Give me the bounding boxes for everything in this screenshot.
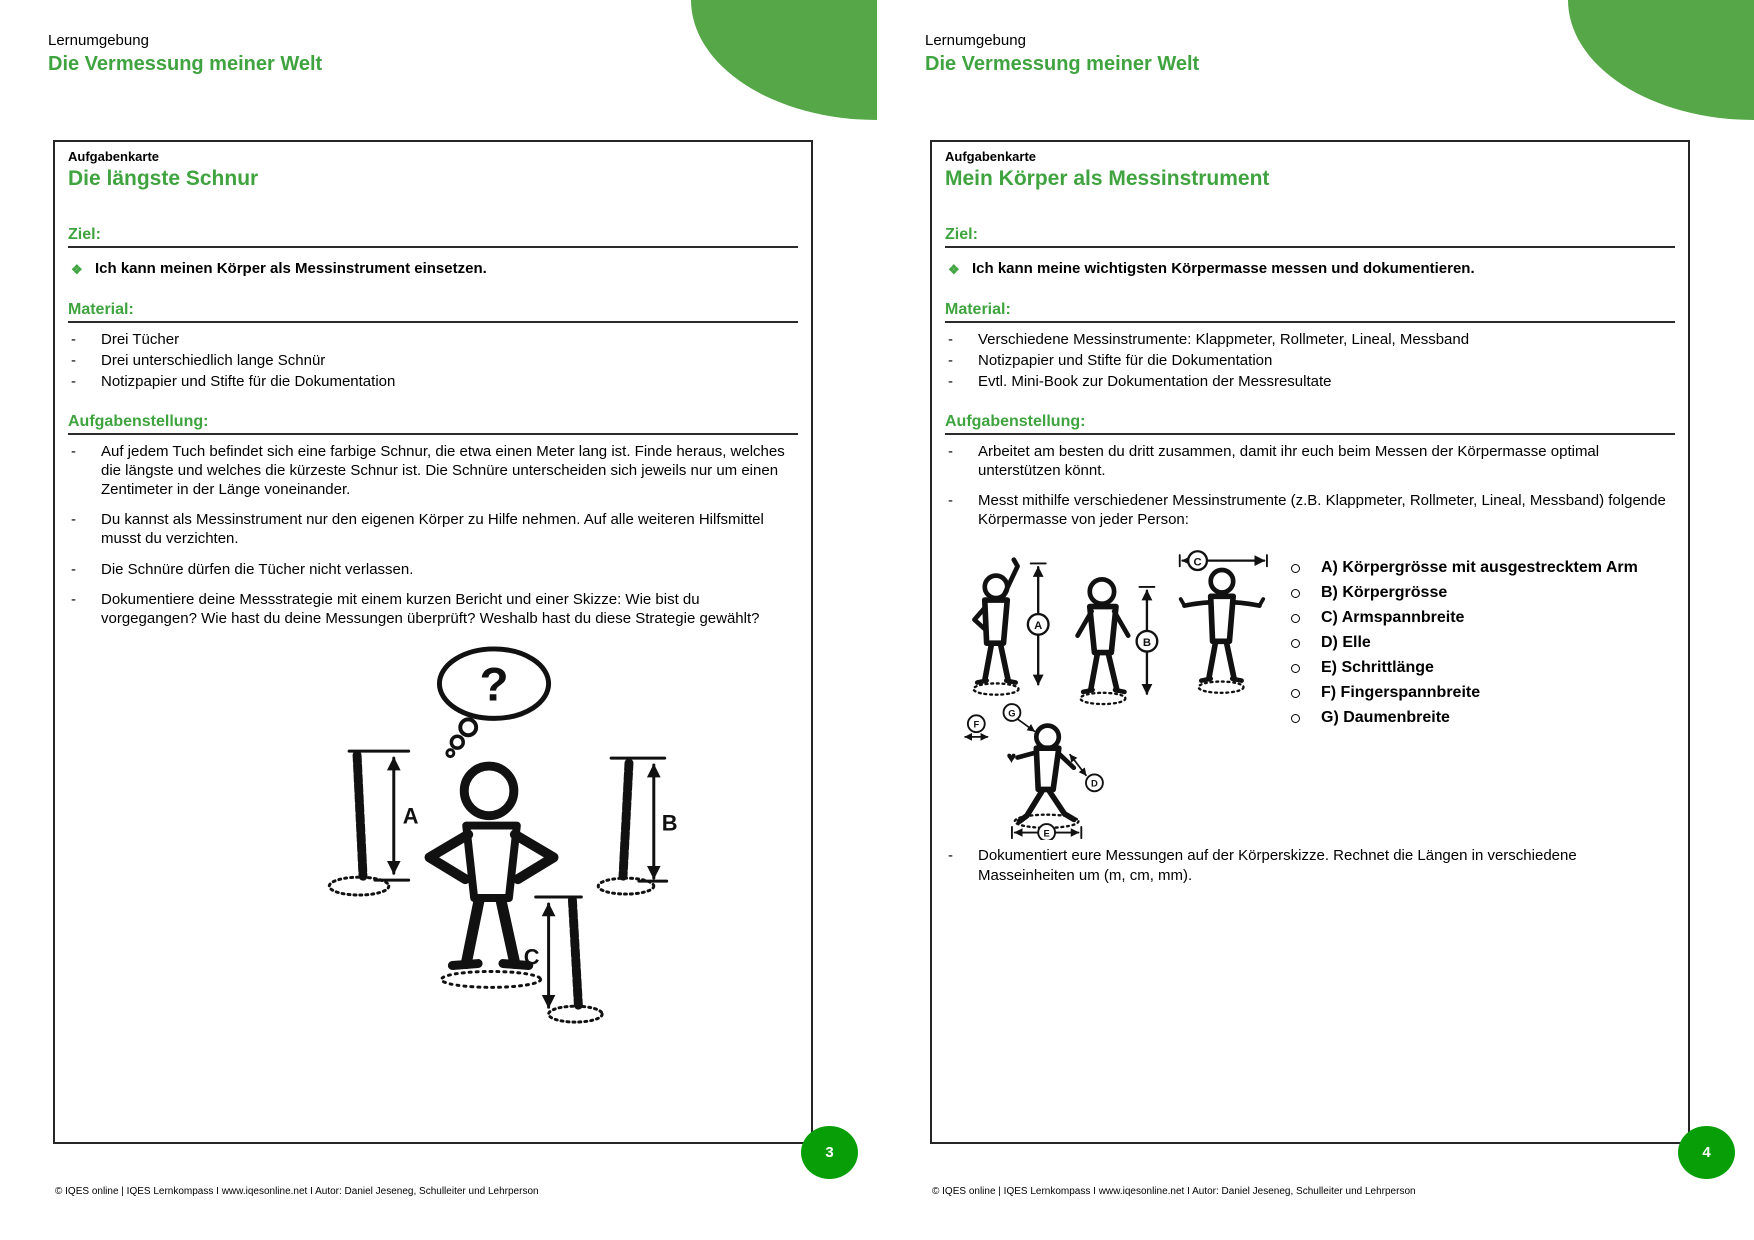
circle-bullet — [1291, 614, 1300, 623]
body-measures-illustration — [951, 540, 1281, 840]
rope-b — [623, 763, 629, 876]
figure-arm — [430, 835, 469, 880]
figure-foot — [1201, 679, 1210, 681]
section-aufgaben-heading: Aufgabenstellung: — [68, 413, 798, 435]
dash-marker: - — [71, 560, 76, 578]
corner-blob-decoration — [691, 0, 877, 120]
rope-label-c: C — [523, 944, 540, 970]
corner-blob-decoration — [1568, 0, 1754, 120]
ground-dots — [1199, 682, 1244, 693]
figure-hand — [1259, 599, 1263, 606]
figure-leg — [1109, 655, 1117, 691]
section-material-heading: Material: — [945, 301, 1675, 323]
measure-item — [1291, 583, 1638, 603]
measures-figure-row — [945, 540, 1675, 840]
item-text: Arbeitet am besten du dritt zusammen, damit ihr euch beim Messen der Körpermasse optimal unterstützen könnt. — [978, 442, 1600, 479]
measure-item — [1291, 708, 1638, 728]
dash-marker: - — [948, 373, 953, 391]
list-item — [68, 442, 798, 500]
dash-marker: - — [71, 511, 76, 529]
measure-item — [1291, 558, 1638, 578]
figure-leg — [1019, 792, 1042, 822]
pointer-line — [1018, 719, 1035, 731]
item-text: Dokumentiere deine Messstrategie mit einem kurzen Bericht und einer Skizze: Wie bist du vorgegangen? Wie hast du deine Messungen überprüft? Weshalb hast du diese Strategie gewählt? — [101, 590, 760, 627]
diamond-bullet-icon: ❖ — [71, 262, 83, 277]
circle-bullet — [1291, 589, 1300, 598]
list-item — [68, 590, 798, 628]
measure-item — [1291, 658, 1638, 678]
figure-foot — [1006, 681, 1015, 683]
list-item — [68, 330, 798, 349]
measure-text: B) Körpergrösse — [1321, 584, 1448, 602]
eyebrow-label: Lernumgebung — [925, 32, 1026, 49]
measure-item — [1291, 633, 1638, 653]
figure-foot — [1232, 679, 1241, 681]
string-measuring-illustration — [296, 640, 696, 1032]
page-number-badge: 4 — [1678, 1126, 1735, 1179]
rope-label-b: B — [661, 810, 678, 836]
circle-bullet — [1291, 714, 1300, 723]
list-item — [945, 846, 1675, 884]
rope-label-a: A — [402, 803, 419, 829]
item-text: Drei unterschiedlich lange Schnür — [101, 352, 326, 370]
figure-foot — [1083, 690, 1092, 692]
section-ziel-heading: Ziel: — [945, 226, 1675, 248]
dash-marker: - — [948, 331, 953, 348]
page-right — [877, 0, 1754, 1240]
measure-item — [1291, 683, 1638, 703]
list-item — [68, 510, 798, 548]
measure-label-f: F — [973, 719, 980, 730]
footer-credit: © IQES online | IQES Lernkompass I www.iqesonline.net I Autor: Daniel Jeseneg, Schulleiter und Lehrperson — [932, 1186, 1416, 1197]
ground-dots — [1080, 693, 1125, 704]
measure-text: F) Fingerspannbreite — [1321, 684, 1481, 702]
card-kicker: Aufgabenkarte — [68, 149, 160, 164]
final-task — [945, 846, 1675, 884]
material-list — [945, 330, 1675, 392]
figure-head — [1036, 726, 1059, 749]
figure-leg — [1227, 643, 1235, 679]
figure-foot — [977, 681, 986, 683]
item-text: Du kannst als Messinstrument nur den eigenen Körper zu Hilfe nehmen. Auf alle weiteren Hilfsmittel musst du verzichten. — [101, 511, 764, 548]
rope-a — [357, 755, 363, 876]
measure-label-e: E — [1043, 828, 1050, 839]
card-title: Mein Körper als Messinstrument — [945, 167, 1270, 190]
page-header — [48, 32, 322, 76]
task-card-right — [930, 140, 1690, 1144]
figure-leg — [501, 900, 515, 964]
rope-c — [572, 900, 578, 1005]
bubble-dot — [451, 736, 463, 748]
task-list — [68, 442, 798, 629]
ground-dots — [441, 972, 540, 988]
dash-marker: - — [71, 590, 76, 608]
measure-label-g: G — [1008, 708, 1016, 719]
dash-marker: - — [71, 352, 76, 370]
circle-bullet — [1291, 639, 1300, 648]
page-number-badge: 3 — [801, 1126, 858, 1179]
item-text: Auf jedem Tuch befindet sich eine farbige Schnur, die etwa einen Meter lang ist. Finde heraus, welches die längste und welches die kürzeste Schnur ist. Die Schnüre unterscheiden sich jeweils nur um einen Zentimeter in der Länge voneinander. — [101, 442, 785, 498]
circle-bullet — [1291, 564, 1300, 573]
diamond-bullet-icon: ❖ — [948, 262, 960, 277]
dash-marker: - — [71, 331, 76, 348]
card-kicker: Aufgabenkarte — [945, 149, 1037, 164]
list-item — [68, 351, 798, 370]
eyebrow-label: Lernumgebung — [48, 32, 149, 49]
item-text: Verschiedene Messinstrumente: Klappmeter, Rollmeter, Lineal, Messband — [978, 331, 1470, 348]
figure-arm — [515, 835, 554, 880]
question-mark-label: ? — [479, 658, 509, 712]
task-list — [945, 442, 1675, 530]
list-item — [68, 560, 798, 579]
list-item — [945, 491, 1675, 529]
figure-body — [1211, 597, 1234, 642]
measure-label-a: A — [1034, 620, 1043, 633]
page-title: Die Vermessung meiner Welt — [925, 53, 1200, 75]
list-item — [945, 442, 1675, 480]
figure-head — [1090, 580, 1114, 604]
list-item — [945, 372, 1675, 391]
card-title: Die längste Schnur — [68, 167, 259, 190]
figure-head — [1211, 570, 1234, 593]
figure-leg — [1091, 655, 1098, 691]
measure-text: D) Elle — [1321, 634, 1371, 652]
list-item — [945, 351, 1675, 370]
item-text: Drei Tücher — [101, 331, 180, 348]
goal-item — [945, 260, 1675, 278]
page-title: Die Vermessung meiner Welt — [48, 53, 323, 75]
section-material-heading: Material: — [68, 301, 798, 323]
list-item — [945, 330, 1675, 349]
circle-bullet — [1291, 664, 1300, 673]
dash-marker: - — [948, 491, 953, 509]
list-item — [68, 372, 798, 391]
measure-text: C) Armspannbreite — [1321, 609, 1465, 627]
item-text: Messt mithilfe verschiedener Messinstrumente (z.B. Klappmeter, Rollmeter, Lineal, Messband) folgende Körpermasse von jeder Person: — [978, 491, 1666, 529]
item-text: Notizpapier und Stifte für die Dokumentation — [978, 352, 1273, 370]
figure-leg — [1209, 643, 1216, 679]
figure-foot — [1115, 690, 1124, 692]
material-list — [68, 330, 798, 392]
ground-dots — [974, 684, 1019, 695]
goal-item — [68, 260, 798, 278]
footer-credit: © IQES online | IQES Lernkompass I www.iqesonline.net I Autor: Daniel Jeseneg, Schulleiter und Lehrperson — [55, 1186, 539, 1197]
figure-leg — [1001, 645, 1009, 681]
rope-c-mound — [549, 1006, 603, 1022]
section-ziel-heading: Ziel: — [68, 226, 798, 248]
dash-marker: - — [71, 442, 76, 460]
dash-marker: - — [948, 442, 953, 460]
measure-text: A) Körpergrösse mit ausgestrecktem Arm — [1321, 559, 1638, 577]
dash-marker: - — [948, 352, 953, 370]
bubble-dot — [460, 719, 476, 735]
goal-text: Ich kann meine wichtigsten Körpermasse messen und dokumentieren. — [972, 260, 1475, 277]
item-text: Dokumentiert eure Messungen auf der Körperskizze. Rechnet die Längen in verschiedene Masseinheiten um (m, cm, mm). — [978, 847, 1577, 884]
task-card-left — [53, 140, 813, 1144]
measure-text: G) Daumenbreite — [1321, 709, 1450, 727]
section-aufgaben-heading: Aufgabenstellung: — [945, 413, 1675, 435]
dash-marker: - — [948, 847, 953, 865]
figure-body — [1036, 748, 1059, 789]
figure-head — [464, 766, 514, 816]
goal-text: Ich kann meinen Körper als Messinstrument einsetzen. — [95, 260, 487, 277]
measure-label-d: D — [1091, 778, 1098, 789]
figure-leg — [466, 900, 479, 964]
heart-icon: ♥ — [1006, 748, 1017, 768]
figure-body — [466, 826, 517, 898]
page-header — [925, 32, 1199, 76]
item-text: Evtl. Mini-Book zur Dokumentation der Messresultate — [978, 373, 1332, 391]
item-text: Notizpapier und Stifte für die Dokumentation — [101, 373, 396, 391]
measure-text: E) Schrittlänge — [1321, 659, 1434, 677]
figure-foot — [452, 964, 478, 966]
measure-label-b: B — [1142, 637, 1151, 650]
figure-body — [985, 600, 1008, 643]
measure-label-c: C — [1193, 556, 1202, 569]
bubble-dot — [447, 750, 454, 757]
figure-leg — [985, 645, 992, 681]
item-text: Die Schnüre dürfen die Tücher nicht verlassen. — [101, 560, 414, 578]
figure-body — [1090, 607, 1116, 653]
measures-list — [1291, 558, 1638, 840]
figure-hand — [1181, 599, 1185, 606]
measure-item — [1291, 608, 1638, 628]
dash-marker: - — [71, 373, 76, 391]
circle-bullet — [1291, 689, 1300, 698]
